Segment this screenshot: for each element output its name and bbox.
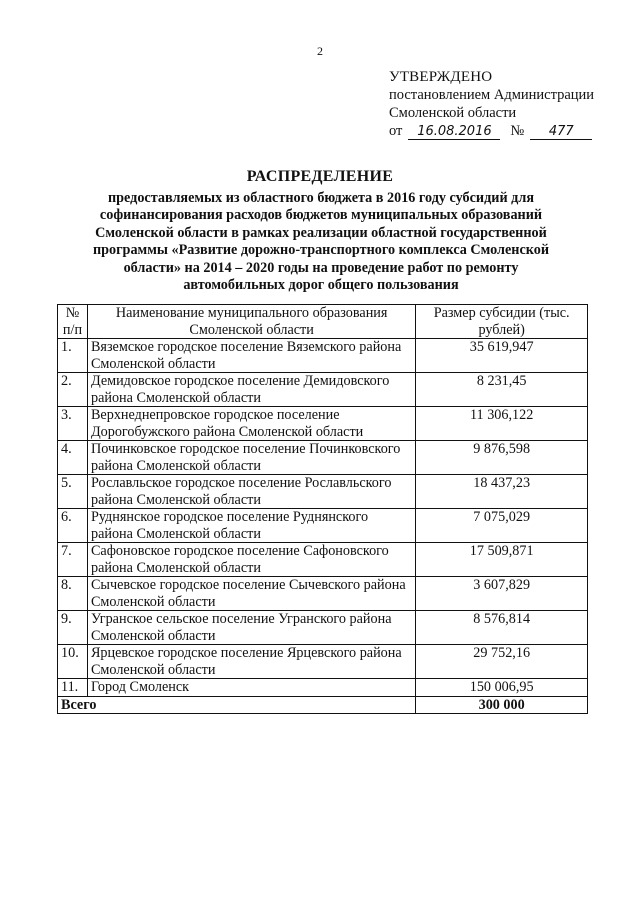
- distribution-table: [57, 304, 588, 714]
- table-row: [58, 645, 588, 679]
- approval-line-3: [389, 122, 594, 140]
- row-number: 11.: [58, 679, 88, 697]
- row-number: 4.: [58, 441, 88, 475]
- approval-line-1: постановлением Администрации: [389, 87, 595, 103]
- municipality-name: Верхнеднепровское городское поселение Дорогобужского района Смоленской области: [87, 407, 415, 441]
- from-label: от: [389, 123, 403, 139]
- row-number: 3.: [58, 407, 88, 441]
- municipality-name: Рославльское городское поселение Рославльского района Смоленской области: [87, 475, 415, 509]
- subsidy-amount: 150 006,95: [416, 679, 588, 697]
- approved-heading: УТВЕРЖДЕНО: [389, 69, 493, 85]
- municipality-name: Руднянское городское поселение Руднянского района Смоленской области: [87, 509, 415, 543]
- handwritten-date: 16.08.2016: [408, 124, 500, 140]
- table-body: [58, 339, 588, 697]
- total-amount: 300 000: [416, 696, 588, 714]
- row-number: 2.: [58, 373, 88, 407]
- subsidy-amount: 11 306,122: [416, 407, 588, 441]
- table-row: [58, 577, 588, 611]
- municipality-name: Демидовское городское поселение Демидовского района Смоленской области: [87, 373, 415, 407]
- subsidy-amount: 18 437,23: [416, 475, 588, 509]
- row-number: 1.: [58, 339, 88, 373]
- header-name: Наименование муниципального образования Смоленской области: [87, 305, 415, 339]
- row-number: 6.: [58, 509, 88, 543]
- subsidy-amount: 7 075,029: [416, 509, 588, 543]
- number-label: №: [510, 123, 525, 139]
- subsidy-amount: 17 509,871: [416, 543, 588, 577]
- table-row: [58, 407, 588, 441]
- table-row: [58, 611, 588, 645]
- approval-line-2: Смоленской области: [389, 105, 517, 121]
- row-number: 10.: [58, 645, 88, 679]
- total-label: Всего: [58, 696, 416, 714]
- table-row: [58, 543, 588, 577]
- table-row: [58, 679, 588, 697]
- subsidy-amount: 3 607,829: [416, 577, 588, 611]
- subsidy-amount: 8 231,45: [416, 373, 588, 407]
- table-row: [58, 339, 588, 373]
- header-amount: Размер субсидии (тыс. рублей): [416, 305, 588, 339]
- subsidy-amount: 8 576,814: [416, 611, 588, 645]
- page-number: 2: [317, 44, 323, 58]
- municipality-name: Починковское городское поселение Починковского района Смоленской области: [87, 441, 415, 475]
- header-num: № п/п: [58, 305, 88, 339]
- municipality-name: Вяземское городское поселение Вяземского района Смоленской области: [87, 339, 415, 373]
- row-number: 5.: [58, 475, 88, 509]
- table-row: [58, 441, 588, 475]
- approval-block: [389, 68, 594, 140]
- document-subtitle: предоставляемых из областного бюджета в 2016 году субсидий для софинансирования расходов бюджетов муниципальных образований Смоленской области в рамках реализации областной государственной программы «Развитие дорожно-транспортного комплекса Смоленской области» на 2014 – 2020 годы на проведение работ по ремонту автомобильных дорог общего пользования: [92, 190, 550, 294]
- total-row: [58, 696, 588, 714]
- row-number: 8.: [58, 577, 88, 611]
- row-number: 7.: [58, 543, 88, 577]
- document-title: РАСПРЕДЕЛЕНИЕ: [246, 168, 394, 185]
- subsidy-amount: 35 619,947: [416, 339, 588, 373]
- subsidy-amount: 29 752,16: [416, 645, 588, 679]
- municipality-name: Угранское сельское поселение Угранского района Смоленской области: [87, 611, 415, 645]
- subsidy-amount: 9 876,598: [416, 441, 588, 475]
- municipality-name: Ярцевское городское поселение Ярцевского района Смоленской области: [87, 645, 415, 679]
- table-header-row: [58, 305, 588, 339]
- municipality-name: Сафоновское городское поселение Сафоновского района Смоленской области: [87, 543, 415, 577]
- table-row: [58, 373, 588, 407]
- row-number: 9.: [58, 611, 88, 645]
- table-row: [58, 475, 588, 509]
- handwritten-number: 477: [530, 124, 592, 140]
- municipality-name: Сычевское городское поселение Сычевского района Смоленской области: [87, 577, 415, 611]
- table-row: [58, 509, 588, 543]
- municipality-name: Город Смоленск: [87, 679, 415, 697]
